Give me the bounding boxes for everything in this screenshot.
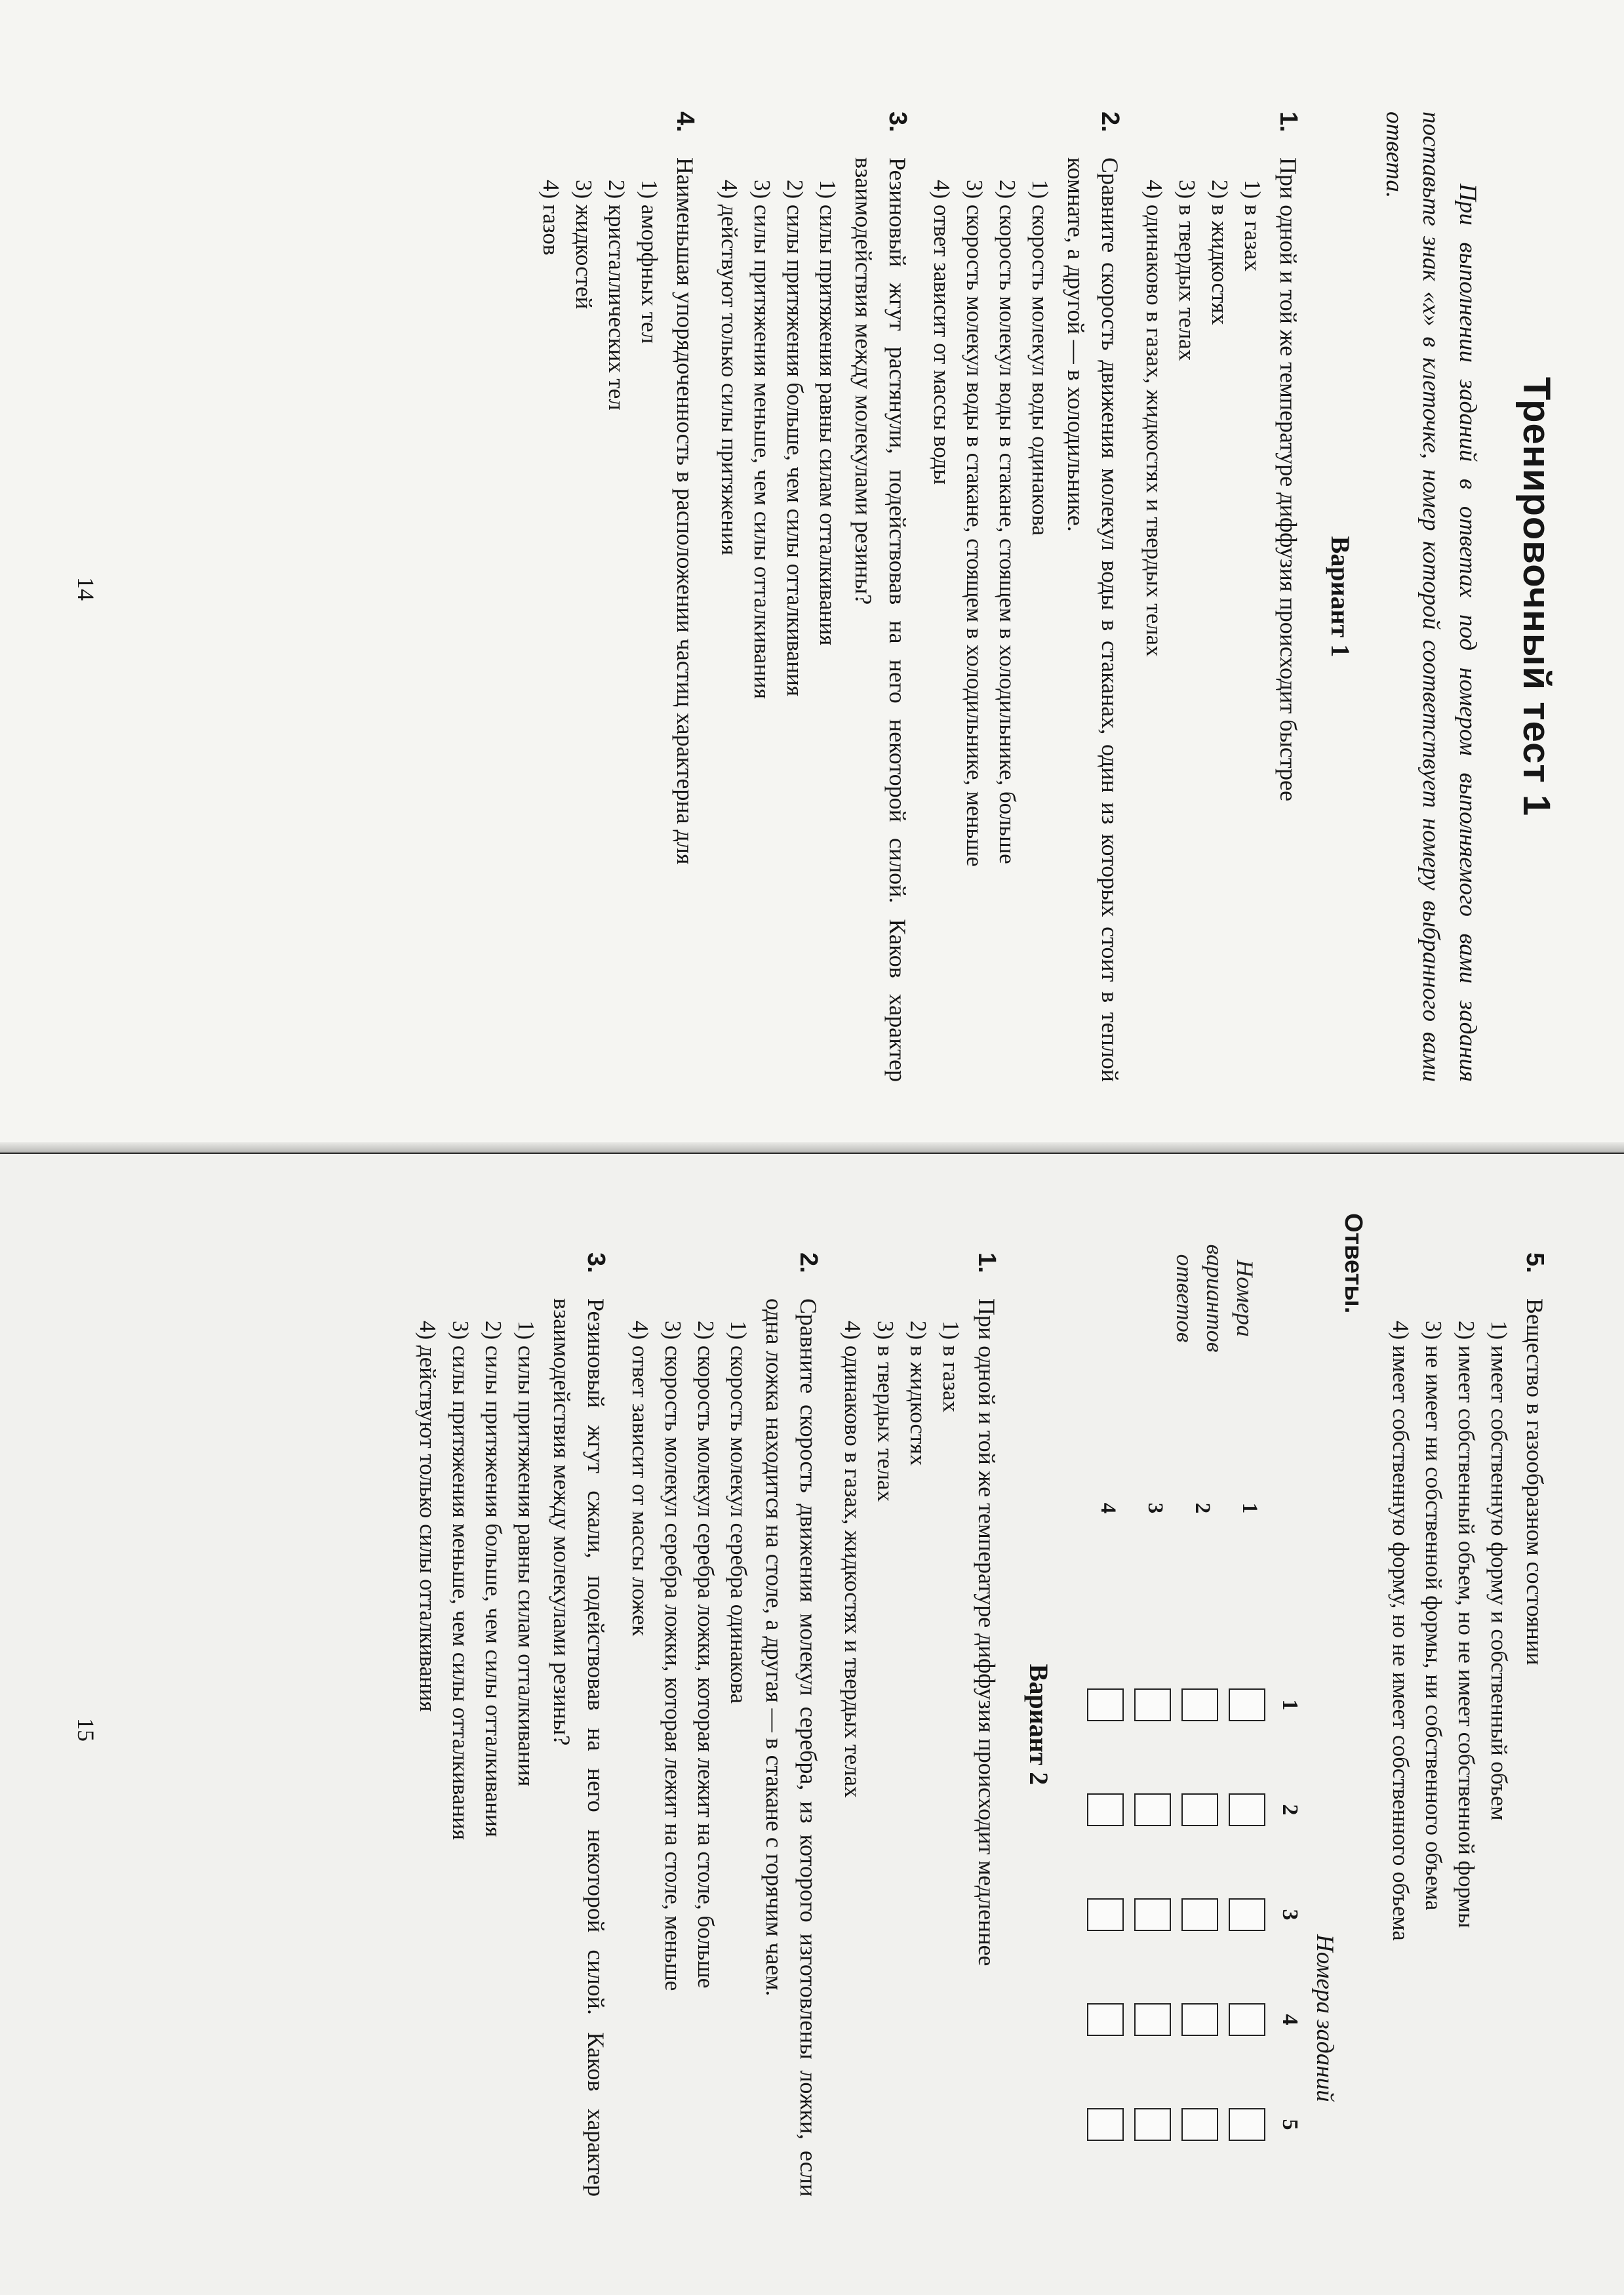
answer-option: 1) имеет собственную форму и собственный объем bbox=[1486, 1321, 1512, 1821]
answer-checkbox[interactable] bbox=[1229, 2003, 1265, 2036]
answer-option: 2) в жидкостях bbox=[905, 1321, 931, 1466]
variant-number-label: 3 bbox=[1143, 1502, 1167, 1514]
answer-option: 4) ответ зависит от массы ложек bbox=[627, 1321, 653, 1637]
answer-option: 3) скорость молекул воды в стакане, стоящем в холодильнике, меньше bbox=[962, 180, 987, 867]
answer-checkbox[interactable] bbox=[1087, 1688, 1124, 1721]
question-number: 1. bbox=[973, 1252, 1000, 1273]
answer-option: 2) силы притяжения больше, чем силы отталкивания bbox=[782, 180, 808, 696]
task-numbers-caption: Номера заданий bbox=[1311, 1934, 1338, 2102]
instructions: При выполнении заданий в ответах под номером выполняемого вами задания поставьте знак «х» в клеточке, номер которой соответствует номеру выбранного вами ответа. bbox=[1381, 111, 1481, 1082]
answer-checkbox[interactable] bbox=[1087, 1793, 1124, 1826]
test-title: Тренировочный тест 1 bbox=[1515, 376, 1558, 817]
answer-option: 2) кристаллических тел bbox=[604, 180, 629, 410]
answer-options bbox=[534, 157, 665, 1082]
task-number-label: 2 bbox=[1278, 1804, 1302, 1816]
question-number: 1. bbox=[1275, 111, 1302, 132]
answer-checkbox[interactable] bbox=[1087, 1898, 1124, 1931]
answer-option: 1) силы притяжения равны силам отталкивания bbox=[815, 180, 841, 646]
answer-option: 1) аморфных тел bbox=[637, 180, 662, 344]
answer-option: 3) силы притяжения меньше, чем силы отталкивания bbox=[749, 180, 775, 700]
answer-option: 4) действуют только силы притяжения bbox=[717, 180, 742, 555]
answer-option: 4) действуют только силы отталкивания bbox=[415, 1321, 441, 1712]
answer-checkbox[interactable] bbox=[1181, 2108, 1218, 2141]
question-text: Наименьшая упорядоченность в расположении частиц характерна для bbox=[672, 157, 698, 865]
task-number-label: 1 bbox=[1278, 1699, 1302, 1711]
answer-checkbox[interactable] bbox=[1134, 1898, 1171, 1931]
answer-options bbox=[925, 157, 1056, 1082]
answer-option: 1) скорость молекул серебра одинакова bbox=[726, 1321, 751, 1704]
question-text: Вещество в газообразном состоянии bbox=[1522, 1298, 1548, 1666]
answer-checkbox[interactable] bbox=[1181, 1688, 1218, 1721]
answer-options bbox=[1384, 1298, 1515, 2197]
task-number-label: 4 bbox=[1278, 2014, 1302, 2026]
question-text: Резиновый жгут сжали, подействовав на него некоторой силой. Каков характер взаимодействия между молекулами резины? bbox=[549, 1298, 609, 2197]
question-number: 4. bbox=[671, 111, 699, 132]
answer-option: 4) имеет собственную форму, но не имеет собственного объема bbox=[1388, 1321, 1414, 1941]
question-text: При одной и той же температуре диффузия происходит медленнее bbox=[974, 1298, 1000, 1966]
answer-checkbox[interactable] bbox=[1181, 1793, 1218, 1826]
answer-option: 2) имеет собственный объем, но не имеет собственной формы bbox=[1454, 1321, 1479, 1928]
answer-options bbox=[624, 1298, 755, 2197]
answer-option: 2) в жидкостях bbox=[1207, 180, 1233, 325]
answer-option: 2) скорость молекул воды в стакане, стоящем в холодильнике, больше bbox=[995, 180, 1020, 864]
question-number: 3. bbox=[582, 1252, 610, 1273]
answer-options bbox=[836, 1298, 967, 2197]
question-3 bbox=[713, 111, 915, 1082]
right-page bbox=[0, 1154, 1624, 2295]
answer-option: 1) в газах bbox=[1240, 180, 1265, 271]
answer-option: 1) силы притяжения равны силам отталкивания bbox=[513, 1321, 539, 1787]
question-text: Сравните скорость движения молекул воды в стаканах, один из которых стоит в теплой комнате, а другой — в холодильнике. bbox=[1063, 157, 1123, 1082]
answer-checkbox[interactable] bbox=[1134, 2108, 1171, 2141]
variant-number-label: 1 bbox=[1238, 1502, 1261, 1514]
question-number: 3. bbox=[884, 111, 911, 132]
answer-checkbox[interactable] bbox=[1229, 1898, 1265, 1931]
question-text: При одной и той же температуре диффузия происходит быстрее bbox=[1275, 157, 1301, 801]
task-number-label: 3 bbox=[1278, 1909, 1302, 1921]
answer-option: 3) скорость молекул серебра ложки, которая лежит на столе, меньше bbox=[660, 1321, 686, 1991]
question-text: Резиновый жгут растянули, подействовав на него некоторой силой. Каков характер взаимодействия между молекулами резины? bbox=[850, 157, 911, 1082]
question-3 bbox=[411, 1252, 613, 2197]
answer-option: 3) не имеет ни собственной формы, ни собственного объема bbox=[1421, 1321, 1446, 1911]
answer-option: 2) скорость молекул серебра ложки, которая лежит на столе, больше bbox=[693, 1321, 719, 1989]
answer-checkbox[interactable] bbox=[1229, 1793, 1265, 1826]
answer-option: 3) силы притяжения меньше, чем силы отталкивания bbox=[448, 1321, 473, 1841]
answer-option: 4) одинаково в газах, жидкостях и твердых телах bbox=[840, 1321, 865, 1798]
answer-option: 3) в твердых телах bbox=[1174, 180, 1200, 361]
question-2 bbox=[624, 1252, 825, 2197]
answer-checkbox[interactable] bbox=[1181, 2003, 1218, 2036]
answer-checkbox[interactable] bbox=[1134, 1688, 1171, 1721]
task-number-label: 5 bbox=[1278, 2119, 1302, 2130]
variant-number-label: 4 bbox=[1096, 1502, 1120, 1514]
question-number: 5. bbox=[1521, 1252, 1549, 1273]
question-1 bbox=[1138, 111, 1305, 1082]
question-1 bbox=[836, 1252, 1004, 2197]
question-number: 2. bbox=[1096, 111, 1124, 132]
question-2 bbox=[925, 111, 1127, 1082]
question-4 bbox=[534, 111, 702, 1082]
page-number: 14 bbox=[73, 577, 99, 601]
page-number: 15 bbox=[73, 1718, 99, 1742]
answer-option: 2) силы притяжения больше, чем силы отталкивания bbox=[481, 1321, 506, 1837]
answer-options bbox=[713, 157, 844, 1082]
variant-numbers-caption: Номера вариантов ответов bbox=[1172, 1244, 1258, 1353]
answer-checkbox[interactable] bbox=[1229, 2108, 1265, 2141]
answer-option: 3) жидкостей bbox=[571, 180, 597, 309]
question-number: 2. bbox=[795, 1252, 822, 1273]
answer-option: 4) одинаково в газах, жидкостях и твердых телах bbox=[1141, 180, 1167, 657]
answer-checkbox[interactable] bbox=[1229, 1688, 1265, 1721]
answer-grid bbox=[1070, 1213, 1339, 2197]
variant-2-heading: Вариант 2 bbox=[1024, 1664, 1054, 1786]
question-text: Сравните скорость движения молекул серебра, из которого изготовлены ложки, если одна ложка находится на столе, а другая — в стакане с горячим чаем. bbox=[761, 1298, 822, 2197]
answer-option: 4) газов bbox=[538, 180, 564, 256]
answer-checkbox[interactable] bbox=[1087, 2108, 1124, 2141]
answer-checkbox[interactable] bbox=[1134, 1793, 1171, 1826]
answer-checkbox[interactable] bbox=[1181, 1898, 1218, 1931]
answer-options bbox=[1138, 157, 1269, 1082]
answer-option: 1) скорость молекул воды одинакова bbox=[1027, 180, 1053, 536]
variant-number-label: 2 bbox=[1191, 1502, 1214, 1514]
answer-option: 1) в газах bbox=[938, 1321, 964, 1412]
answer-checkbox[interactable] bbox=[1134, 2003, 1171, 2036]
answer-options bbox=[411, 1298, 542, 2197]
answer-option: 3) в твердых телах bbox=[873, 1321, 898, 1502]
variant-1-heading: Вариант 1 bbox=[1326, 536, 1355, 658]
answer-checkbox[interactable] bbox=[1087, 2003, 1124, 2036]
answers-heading: Ответы. bbox=[1339, 1213, 1367, 1314]
question-5 bbox=[1384, 1252, 1552, 2197]
answer-option: 4) ответ зависит от массы воды bbox=[929, 180, 955, 485]
